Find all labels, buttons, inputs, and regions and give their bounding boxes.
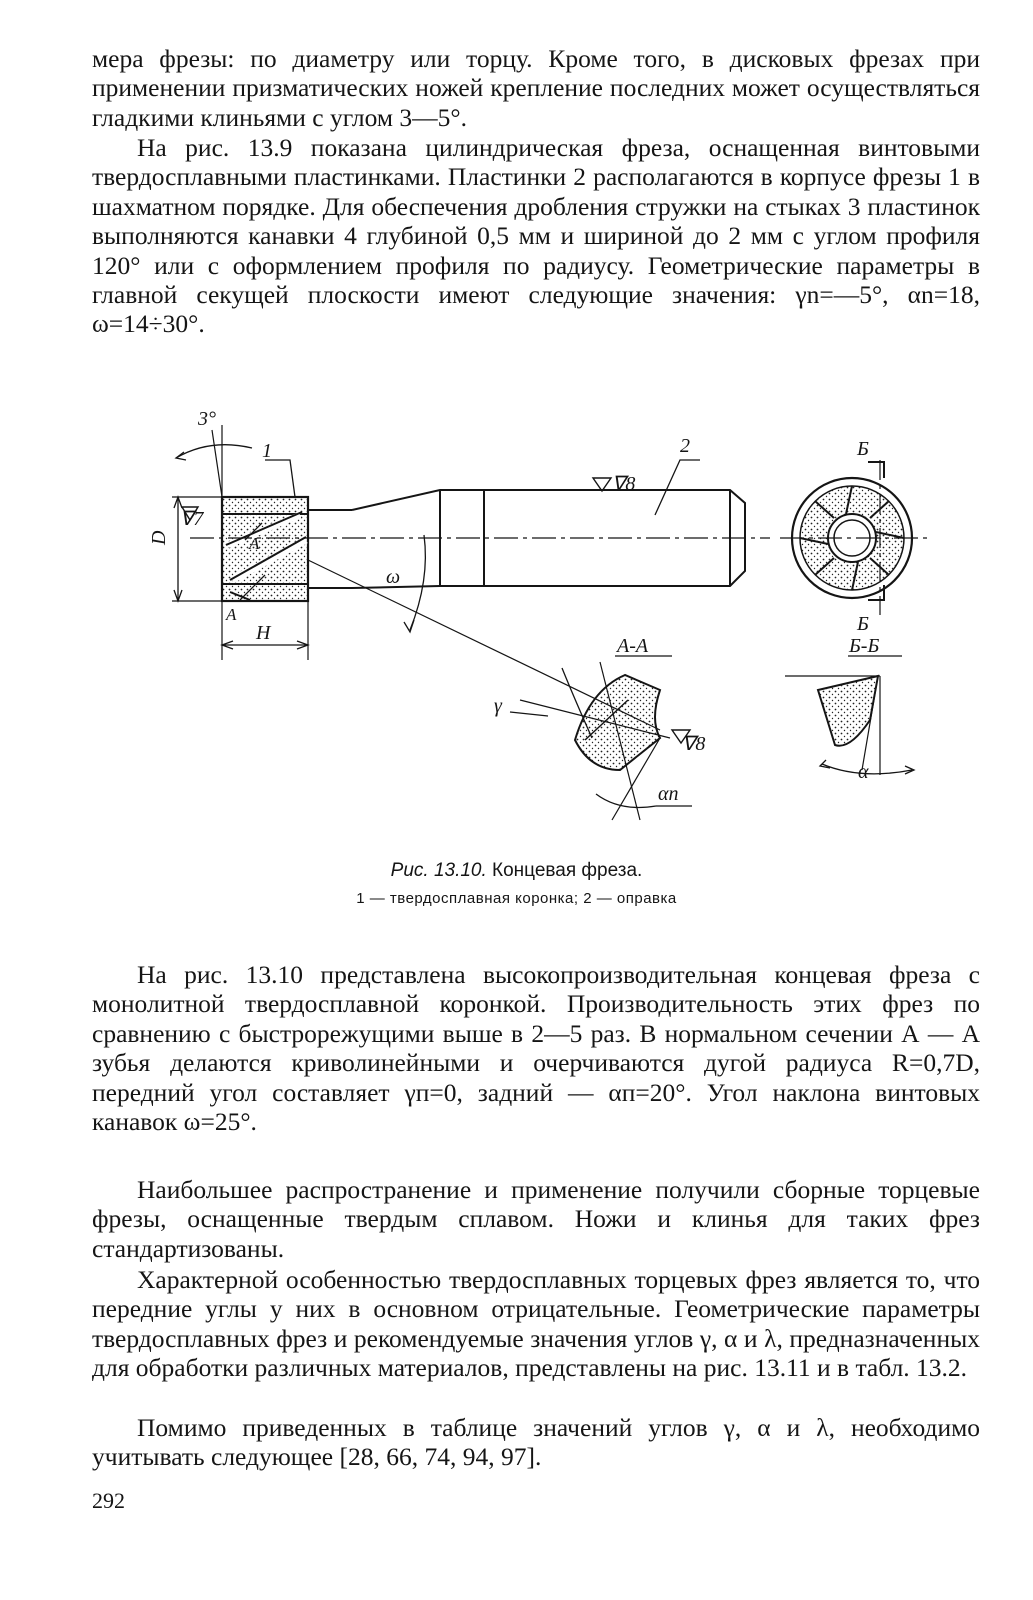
- label-angle-3: 3°: [198, 408, 216, 430]
- label-section-b-top: Б: [857, 438, 869, 460]
- label-roughness-8: ∇8: [612, 473, 636, 495]
- caption-title: Концевая фреза.: [492, 860, 643, 881]
- title-section-a-a: А-А: [617, 635, 649, 657]
- paragraph-4: Наибольшее распространение и применение получили сборные торцевые фрезы, оснащенные твердым сплавом. Ножи и клинья для таких фрез стандартизованы.: [92, 1175, 980, 1263]
- label-roughness-8-section: ∇8: [682, 733, 706, 755]
- title-section-b-b: Б-Б: [849, 635, 880, 657]
- figure-legend: 1 — твердосплавная коронка; 2 — оправка: [356, 890, 677, 907]
- end-view: [780, 460, 930, 615]
- label-omega: ω: [386, 566, 401, 588]
- caption-label: Рис. 13.10.: [390, 860, 487, 881]
- label-section-a-top: A: [249, 534, 260, 553]
- label-dimension-h: H: [256, 622, 271, 644]
- label-item-2: 2: [680, 435, 690, 457]
- label-alpha-p: αп: [658, 783, 679, 805]
- label-item-1: 1: [262, 440, 272, 462]
- label-alpha: α: [858, 761, 869, 783]
- side-view: [172, 425, 770, 730]
- figure-caption: [0, 860, 1033, 882]
- label-roughness-7: ∇7: [180, 508, 204, 530]
- paragraph-1: мера фрезы: по диаметру или торцу. Кроме того, в дисковых фрезах при применении призматических ножей крепление последних может осуществляться гладкими клиньями с углом 3—5°.: [92, 44, 980, 132]
- paragraph-2: На рис. 13.9 показана цилиндрическая фреза, оснащенная винтовыми твердосплавными пластинками. Пластинки 2 располагаются в корпусе фрезы 1 в шахматном порядке. Для обеспечения дробления стружки на стыках 3 пластинок выполняются канавки 4 глубиной 0,5 мм и шириной до 2 мм с углом профиля 120° или с оформлением профиля по радиусу. Геометрические параметры в главной секущей плоскости имеют следующие значения: γn=—5°, αn=18, ω=14÷30°.: [92, 133, 980, 339]
- label-gamma: γ: [494, 695, 502, 717]
- paragraph-3: На рис. 13.10 представлена высокопроизводительная концевая фреза с монолитной твердосплавной коронкой. Производительность этих фрез по сравнению с быстрорежущими выше в 2—5 раз. В нормальном сечении А — А зубья делаются криволинейными и очерчиваются дугой радиуса R=0,7D, передний угол составляет γп=0, задний — αп=20°. Угол наклона винтовых канавок ω=25°.: [92, 960, 980, 1137]
- paragraph-6: Помимо приведенных в таблице значений углов γ, α и λ, необходимо учитывать следующее [28, 66, 74, 94, 97].: [92, 1413, 980, 1472]
- page-number: 292: [92, 1488, 125, 1513]
- label-section-a-bottom: A: [226, 605, 237, 624]
- label-section-b-bottom: Б: [857, 613, 869, 635]
- paragraph-5: Характерной особенностью твердосплавных торцевых фрез является то, что передние углы у них в основном отрицательные. Геометрические параметры твердосплавных фрез и рекомендуемые значения углов γ, α и λ, предназначенных для обработки различных материалов, представлены на рис. 13.11 и в табл. 13.2.: [92, 1265, 980, 1383]
- label-dimension-d: D: [148, 530, 170, 545]
- section-b-b: [785, 656, 914, 775]
